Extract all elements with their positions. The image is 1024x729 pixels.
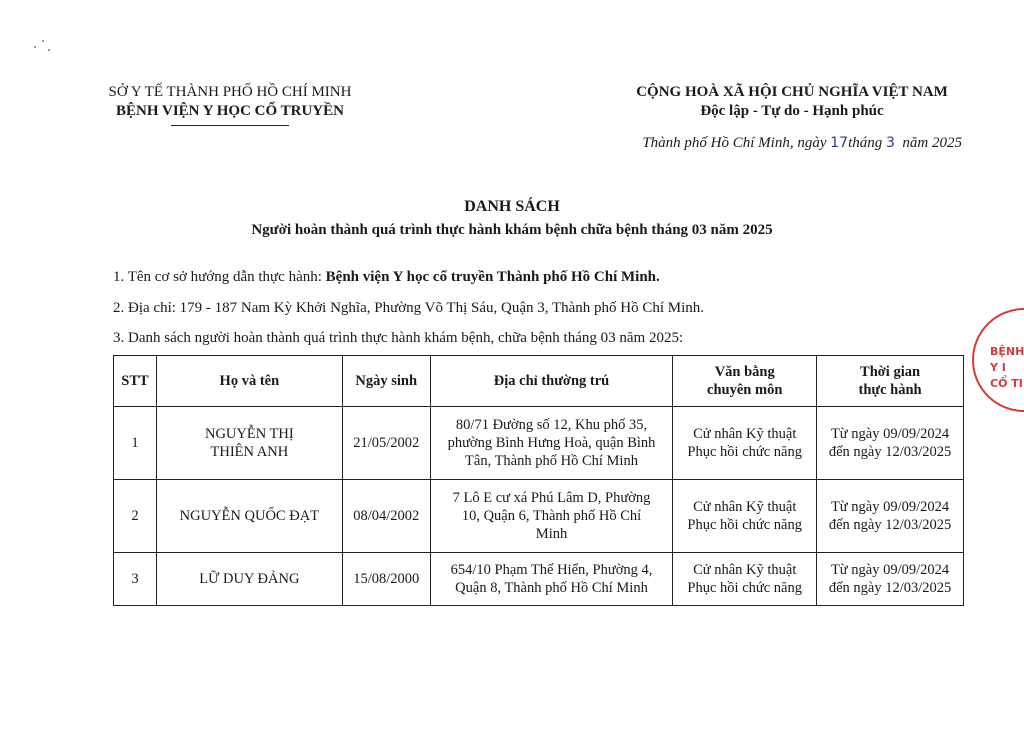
col-header-period-line2: thực hành [858,382,922,398]
list-intro-line: 3. Danh sách người hoàn thành quá trình thực hành khám bệnh, chữa bệnh tháng 03 năm 2025: [113,330,684,346]
col-header-period [817,356,964,407]
issuer-department: SỞ Y TẾ THÀNH PHỐ HỒ CHÍ MINH [108,84,352,100]
seal-text-line3: CỔ TI [990,377,1023,390]
table-row [114,553,964,606]
cell-dob: 08/04/2002 [342,480,430,553]
col-header-degree-line2: chuyên môn [707,382,783,398]
cell-degree-line1: Cử nhân Kỹ thuật [693,562,797,578]
cell-address-line1: 654/10 Phạm Thế Hiển, Phường 4, [450,562,653,578]
cell-period [817,407,964,480]
date-line [560,135,962,152]
cell-dob: 21/05/2002 [342,407,430,480]
cell-address [430,553,673,606]
cell-period [817,553,964,606]
date-prefix: Thành phố Hồ Chí Minh, ngày [642,135,827,151]
cell-address-line1: 7 Lô E cư xá Phú Lâm D, Phường [452,490,651,506]
issuer-hospital: BỆNH VIỆN Y HỌC CỔ TRUYỀN [116,103,344,119]
issuer-underline [171,125,289,126]
cell-degree [673,407,817,480]
cell-name: LỮ DUY ĐẢNG [156,553,342,606]
col-header-address: Địa chỉ thường trú [430,356,673,407]
date-year: năm 2025 [902,135,962,151]
table-row [114,480,964,553]
cell-period-line1: Từ ngày 09/09/2024 [830,426,950,442]
cell-address-line2: phường Bình Hưng Hoà, quận Bình [447,435,656,451]
cell-name-line1: NGUYỄN THỊ [204,426,294,442]
official-seal-text [990,344,1024,392]
scan-specks [34,40,54,54]
cell-name: NGUYỄN QUỐC ĐẠT [156,480,342,553]
cell-address-line3: Tân, Thành phố Hồ Chí Minh [465,453,638,469]
cell-name [156,407,342,480]
col-header-name: Họ và tên [156,356,342,407]
document-subtitle: Người hoàn thành quá trình thực hành khám bệnh chữa bệnh tháng 03 năm 2025 [251,222,773,238]
table-row [114,407,964,480]
col-header-degree [673,356,817,407]
cell-dob: 15/08/2000 [342,553,430,606]
cell-degree-line2: Phục hồi chức năng [687,444,802,460]
cell-period-line2: đến ngày 12/03/2025 [828,444,952,460]
col-header-stt: STT [114,356,157,407]
cell-address-line3: Minh [535,526,568,542]
date-day-handwritten: 17 [830,135,849,151]
date-month-handwritten: 3 [885,135,895,151]
table-header-row [114,356,964,407]
cell-degree-line1: Cử nhân Kỹ thuật [693,499,797,515]
cell-degree-line2: Phục hồi chức năng [687,517,802,533]
cell-period-line1: Từ ngày 09/09/2024 [830,499,950,515]
national-header [602,83,982,121]
cell-address [430,407,673,480]
facility-address-line: 2. Địa chỉ: 179 - 187 Nam Kỳ Khởi Nghĩa, Phường Võ Thị Sáu, Quận 3, Thành phố Hồ Chí Minh. [113,300,705,316]
cell-stt: 1 [114,407,157,480]
cell-period-line1: Từ ngày 09/09/2024 [830,562,950,578]
cell-degree-line1: Cử nhân Kỹ thuật [693,426,797,442]
col-header-period-line1: Thời gian [860,364,921,380]
col-header-dob: Ngày sinh [342,356,430,407]
cell-address [430,480,673,553]
national-title: CỘNG HOÀ XÃ HỘI CHỦ NGHĨA VIỆT NAM [636,84,948,100]
cell-stt: 3 [114,553,157,606]
facility-name-line [113,269,660,286]
col-header-degree-line1: Văn bằng [714,364,775,380]
cell-period [817,480,964,553]
cell-address-line1: 80/71 Đường số 12, Khu phố 35, [455,417,648,433]
cell-degree [673,480,817,553]
cell-degree [673,553,817,606]
cell-period-line2: đến ngày 12/03/2025 [828,517,952,533]
cell-stt: 2 [114,480,157,553]
facility-name-value: Bệnh viện Y học cổ truyền Thành phố Hồ Chí Minh. [325,269,660,285]
facility-name-label: 1. Tên cơ sở hướng dẫn thực hành: [113,269,326,285]
national-motto: Độc lập - Tự do - Hạnh phúc [700,103,884,119]
date-month-label: tháng [848,135,883,151]
trainee-table [113,355,964,606]
cell-degree-line2: Phục hồi chức năng [687,580,802,596]
cell-name-line2: THIÊN ANH [210,444,289,460]
seal-text-line2: Y I [990,361,1006,374]
issuer-header [90,83,370,126]
seal-text-line1: BỆNH [990,345,1024,358]
cell-address-line2: 10, Quận 6, Thành phố Hồ Chí [461,508,642,524]
document-title: DANH SÁCH [464,198,560,215]
cell-period-line2: đến ngày 12/03/2025 [828,580,952,596]
cell-address-line2: Quận 8, Thành phố Hồ Chí Minh [455,580,648,596]
